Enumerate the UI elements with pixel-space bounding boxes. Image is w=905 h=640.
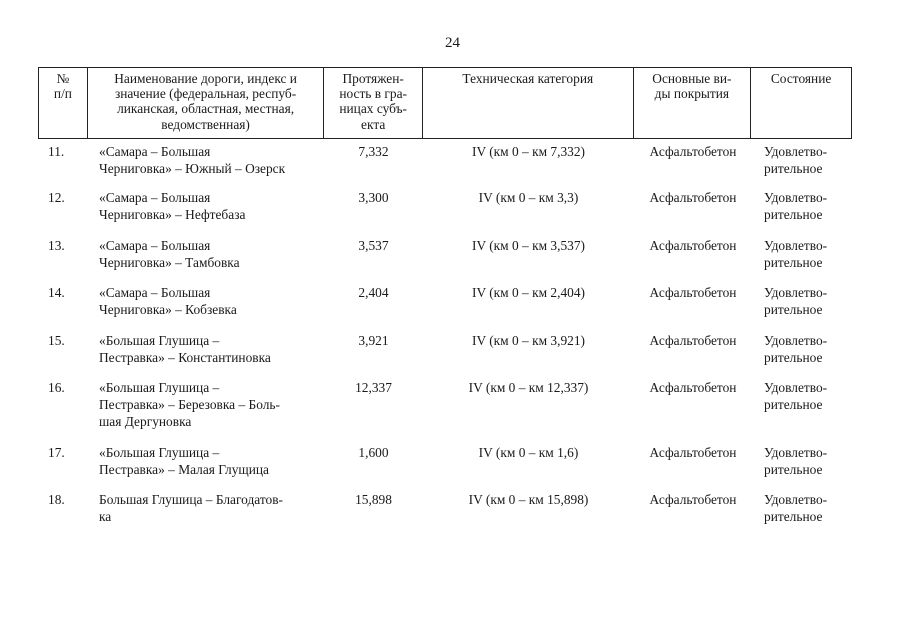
road-name-line: шая Дергуновка — [99, 414, 192, 429]
table-row — [38, 143, 852, 177]
road-state-line: рительное — [764, 350, 823, 365]
road-state — [752, 444, 852, 478]
road-name — [87, 332, 324, 366]
table-row — [38, 284, 852, 318]
table-row — [38, 379, 852, 430]
road-cover: Асфальтобетон — [649, 492, 737, 507]
road-state — [752, 491, 852, 525]
table-row — [38, 332, 852, 366]
road-name — [87, 143, 324, 177]
header-road-name — [88, 68, 324, 138]
road-state — [752, 143, 852, 177]
header-line: п/п — [53, 86, 72, 102]
road-category: IV (км 0 – км 7,332) — [471, 144, 586, 159]
row-number: 15. — [48, 333, 65, 348]
road-name-line: Большая Глушица – Благодатов- — [99, 492, 284, 507]
road-name-line: Пестравка» – Константиновка — [99, 350, 271, 365]
road-name-line: «Самара – Большая — [99, 285, 211, 300]
header-cover — [634, 68, 752, 138]
road-state-line: рительное — [764, 207, 823, 222]
header-number — [39, 68, 88, 138]
road-state-line: рительное — [764, 161, 823, 176]
road-category: IV (км 0 – км 15,898) — [468, 492, 589, 507]
header-line: Состояние — [770, 71, 832, 86]
header-line: значение (федеральная, респуб- — [114, 86, 297, 102]
road-cover: Асфальтобетон — [649, 333, 737, 348]
road-state-line: Удовлетво- — [764, 333, 828, 348]
road-name-line: Пестравка» – Малая Глущица — [99, 462, 269, 477]
header-category — [423, 68, 633, 138]
header-length — [324, 68, 423, 138]
header-line: Основные ви- — [652, 71, 732, 86]
header-line: ды покрытия — [654, 86, 730, 102]
road-length: 3,921 — [358, 333, 389, 348]
road-name-line: «Большая Глушица – — [99, 333, 220, 348]
road-state — [752, 189, 852, 223]
road-cover: Асфальтобетон — [649, 380, 737, 395]
row-number: 17. — [48, 445, 65, 460]
header-line: ницах субъ- — [339, 101, 407, 117]
road-state-line: Удовлетво- — [764, 492, 828, 507]
road-cover: Асфальтобетон — [649, 285, 737, 300]
road-state — [752, 284, 852, 318]
road-name-line: «Большая Глушица – — [99, 445, 220, 460]
road-state-line: Удовлетво- — [764, 380, 828, 395]
road-length: 3,537 — [358, 238, 389, 253]
header-line: ведомственная) — [161, 116, 250, 132]
road-name — [87, 379, 324, 430]
road-state-line: рительное — [764, 302, 823, 317]
road-length: 15,898 — [355, 492, 392, 507]
road-state-line: Удовлетво- — [764, 190, 828, 205]
road-cover: Асфальтобетон — [649, 445, 737, 460]
road-name — [87, 284, 324, 318]
road-state-line: рительное — [764, 462, 823, 477]
road-category: IV (км 0 – км 3,3) — [478, 190, 579, 205]
road-name — [87, 444, 324, 478]
row-number: 12. — [48, 190, 65, 205]
row-number: 14. — [48, 285, 65, 300]
header-state — [751, 68, 851, 138]
road-category: IV (км 0 – км 1,6) — [478, 445, 579, 460]
row-number: 11. — [48, 144, 65, 159]
road-state-line: рительное — [764, 397, 823, 412]
road-name-line: Черниговка» – Тамбовка — [99, 255, 240, 270]
road-length: 7,332 — [358, 144, 389, 159]
row-number: 18. — [48, 492, 65, 507]
header-line: екта — [361, 116, 386, 132]
road-name-line: Черниговка» – Кобзевка — [99, 302, 237, 317]
road-category: IV (км 0 – км 3,537) — [471, 238, 586, 253]
table-row — [38, 189, 852, 223]
road-cover: Асфальтобетон — [649, 144, 737, 159]
road-name-line: «Самара – Большая — [99, 190, 211, 205]
road-state-line: рительное — [764, 255, 823, 270]
road-state-line: Удовлетво- — [764, 445, 828, 460]
road-category: IV (км 0 – км 2,404) — [471, 285, 586, 300]
road-length: 2,404 — [358, 285, 389, 300]
road-name-line: Пестравка» – Березовка – Боль- — [99, 397, 280, 412]
road-name-line: ка — [99, 509, 112, 524]
road-name-line: Черниговка» – Южный – Озерск — [99, 161, 286, 176]
road-cover: Асфальтобетон — [649, 238, 737, 253]
road-state-line: Удовлетво- — [764, 144, 828, 159]
road-name — [87, 237, 324, 271]
road-length: 12,337 — [355, 380, 392, 395]
road-name — [87, 491, 324, 525]
road-state — [752, 332, 852, 366]
row-number: 16. — [48, 380, 65, 395]
road-category: IV (км 0 – км 3,921) — [471, 333, 586, 348]
road-state-line: рительное — [764, 509, 823, 524]
header-line: Наименование дороги, индекс и — [114, 71, 297, 86]
road-cover: Асфальтобетон — [649, 190, 737, 205]
table-header — [38, 67, 852, 139]
page-number: 24 — [445, 35, 460, 51]
header-line: ность в гра- — [339, 86, 408, 102]
road-length: 1,600 — [358, 445, 389, 460]
table-row — [38, 444, 852, 478]
road-name-line: «Большая Глушица – — [99, 380, 220, 395]
road-name-line: «Самара – Большая — [99, 144, 211, 159]
header-line: ликанская, областная, местная, — [117, 101, 295, 117]
header-line: Техническая категория — [462, 71, 594, 86]
road-state — [752, 237, 852, 271]
row-number: 13. — [48, 238, 65, 253]
road-name-line: Черниговка» – Нефтебаза — [99, 207, 246, 222]
road-state — [752, 379, 852, 430]
road-length: 3,300 — [358, 190, 389, 205]
road-name — [87, 189, 324, 223]
header-line: Протяжен- — [342, 71, 404, 86]
road-state-line: Удовлетво- — [764, 285, 828, 300]
table-row — [38, 491, 852, 525]
road-category: IV (км 0 – км 12,337) — [468, 380, 589, 395]
road-name-line: «Самара – Большая — [99, 238, 211, 253]
table-row — [38, 237, 852, 271]
road-state-line: Удовлетво- — [764, 238, 828, 253]
header-line: № — [56, 71, 70, 86]
